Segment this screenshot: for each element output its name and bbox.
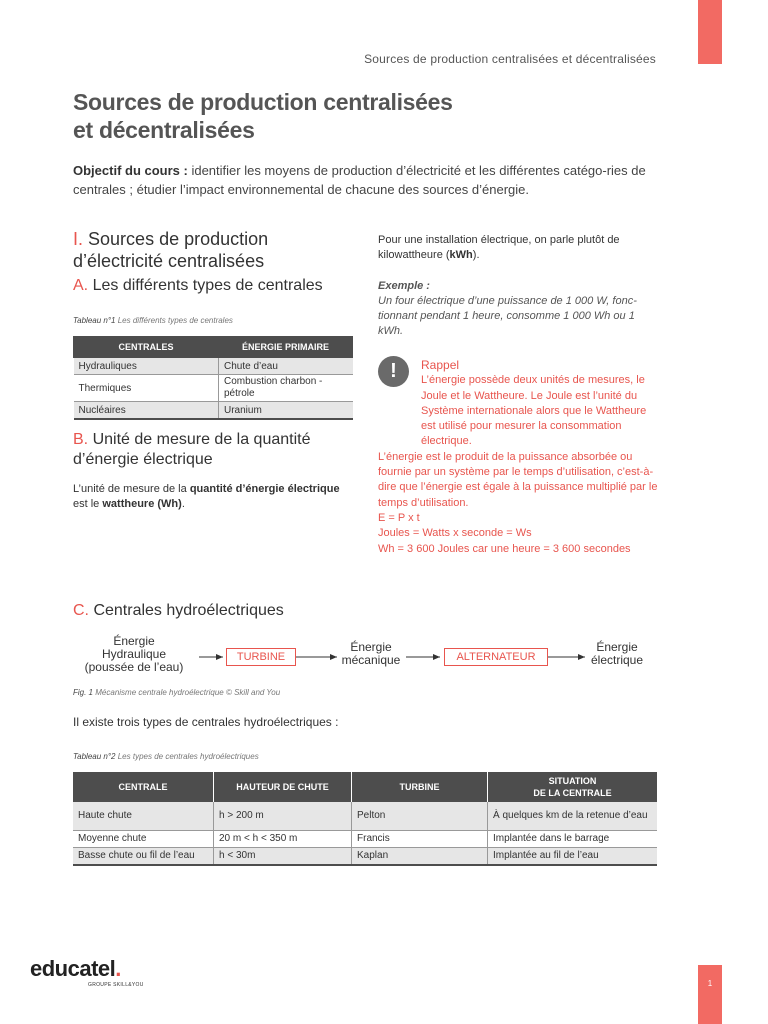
turbine-box: TURBINE [226,648,296,666]
table-row: Moyenne chute 20 m < h < 350 m Francis Implantée dans le barrage [73,831,657,848]
warning-icon: ! [378,356,409,387]
educatel-logo: educatel. [30,956,121,981]
section-c-heading: C. Centrales hydroélectriques [73,602,284,619]
page-title: Sources de production centralisées et décentralisées [73,89,453,143]
objective-text: identifier les moyens de production d’électricité et les différentes catégo-ries de centrales ; étudier l’impact environnemental de chacune des sources d’énergie. [73,163,646,197]
unit-paragraph: L’unité de mesure de la quantité d’énergie électrique est le wattheure (Wh). [73,483,340,510]
section-1-heading: I. Sources de production d’électricité centralisées [73,229,269,271]
section-1a-heading: A. Les différents types de centrales [73,277,323,294]
table-hydro-types [73,772,657,866]
objective-label: Objectif du cours : [73,163,188,178]
table-row: Haute chute h > 200 m Pelton À quelques km de la retenue d’eau [73,802,657,831]
diagram-output-label: Énergie électrique [590,640,644,667]
kwh-paragraph: Pour une installation électrique, on parle plutôt de kilowattheure (kWh). [378,234,620,261]
table-row: Thermiques Combustion charbon - pétrole [74,375,353,402]
top-accent-bar [698,0,722,64]
table-header: CENTRALES [74,337,219,358]
table-2-caption: Tableau n°2 Les types de centrales hydroélectriques [73,752,259,761]
example-label: Exemple : [378,280,430,292]
table-row: Nucléaires Uranium [74,402,353,420]
running-header: Sources de production centralisées et décentralisées [364,52,656,66]
table-1-caption: Tableau n°1 Les différents types de centrales [73,316,233,325]
example-block [378,279,660,339]
table-header: TURBINE [352,772,488,802]
alternator-box: ALTERNATEUR [444,648,548,666]
table-header: HAUTEUR DE CHUTE [214,772,352,802]
diagram-input-label: Énergie Hydraulique (poussée de l’eau) [84,634,184,674]
table-header: SITUATION DE LA CENTRALE [488,772,658,802]
example-text: Un four électrique d’une puissance de 1 000 W, fonc-tionnant pendant 1 heure, consomme 1 000 Wh ou 1 kWh. [378,295,637,337]
page-number: 1 [698,965,722,1024]
diagram-mechanical-label: Énergie mécanique [341,640,401,667]
section-1b-heading: B. Unité de mesure de la quantité d’énergie électrique [73,431,311,468]
table-header: ÉNERGIE PRIMAIRE [219,337,353,358]
hydro-diagram [73,633,663,685]
rappel-title: Rappel [421,358,460,372]
logo-subtitle: GROUPE SKILL&YOU [88,982,144,988]
table-row: Basse chute ou fil de l’eau h < 30m Kaplan Implantée au fil de l’eau [73,848,657,866]
table-row: Hydrauliques Chute d’eau [74,358,353,375]
figure-caption: Fig. 1 Mécanisme centrale hydroélectrique © Skill and You [73,688,281,697]
rappel-block: Rappel L’énergie possède deux unités de mesures, le Joule et le Wattheure. Le Joule est l’unité du Système internationale alors que le Wattheure est utilisé pour mesurer la consommation électrique. L’énergie est le produit de la puissance absorbée ou fournie par un système par le temps d’utilisation, c’est-à-dire que l’énergie est égale à la puissance multiplié par le temps d’utilisation. E = P x t Joules = Watts x seconde = Ws Wh = 3 600 Joules car une heure = 3 600 secondes [378,358,660,557]
course-objective [73,161,658,199]
table-header: CENTRALE [73,772,214,802]
hydro-intro: Il existe trois types de centrales hydroélectriques : [73,715,339,729]
table-centrales [73,336,353,420]
